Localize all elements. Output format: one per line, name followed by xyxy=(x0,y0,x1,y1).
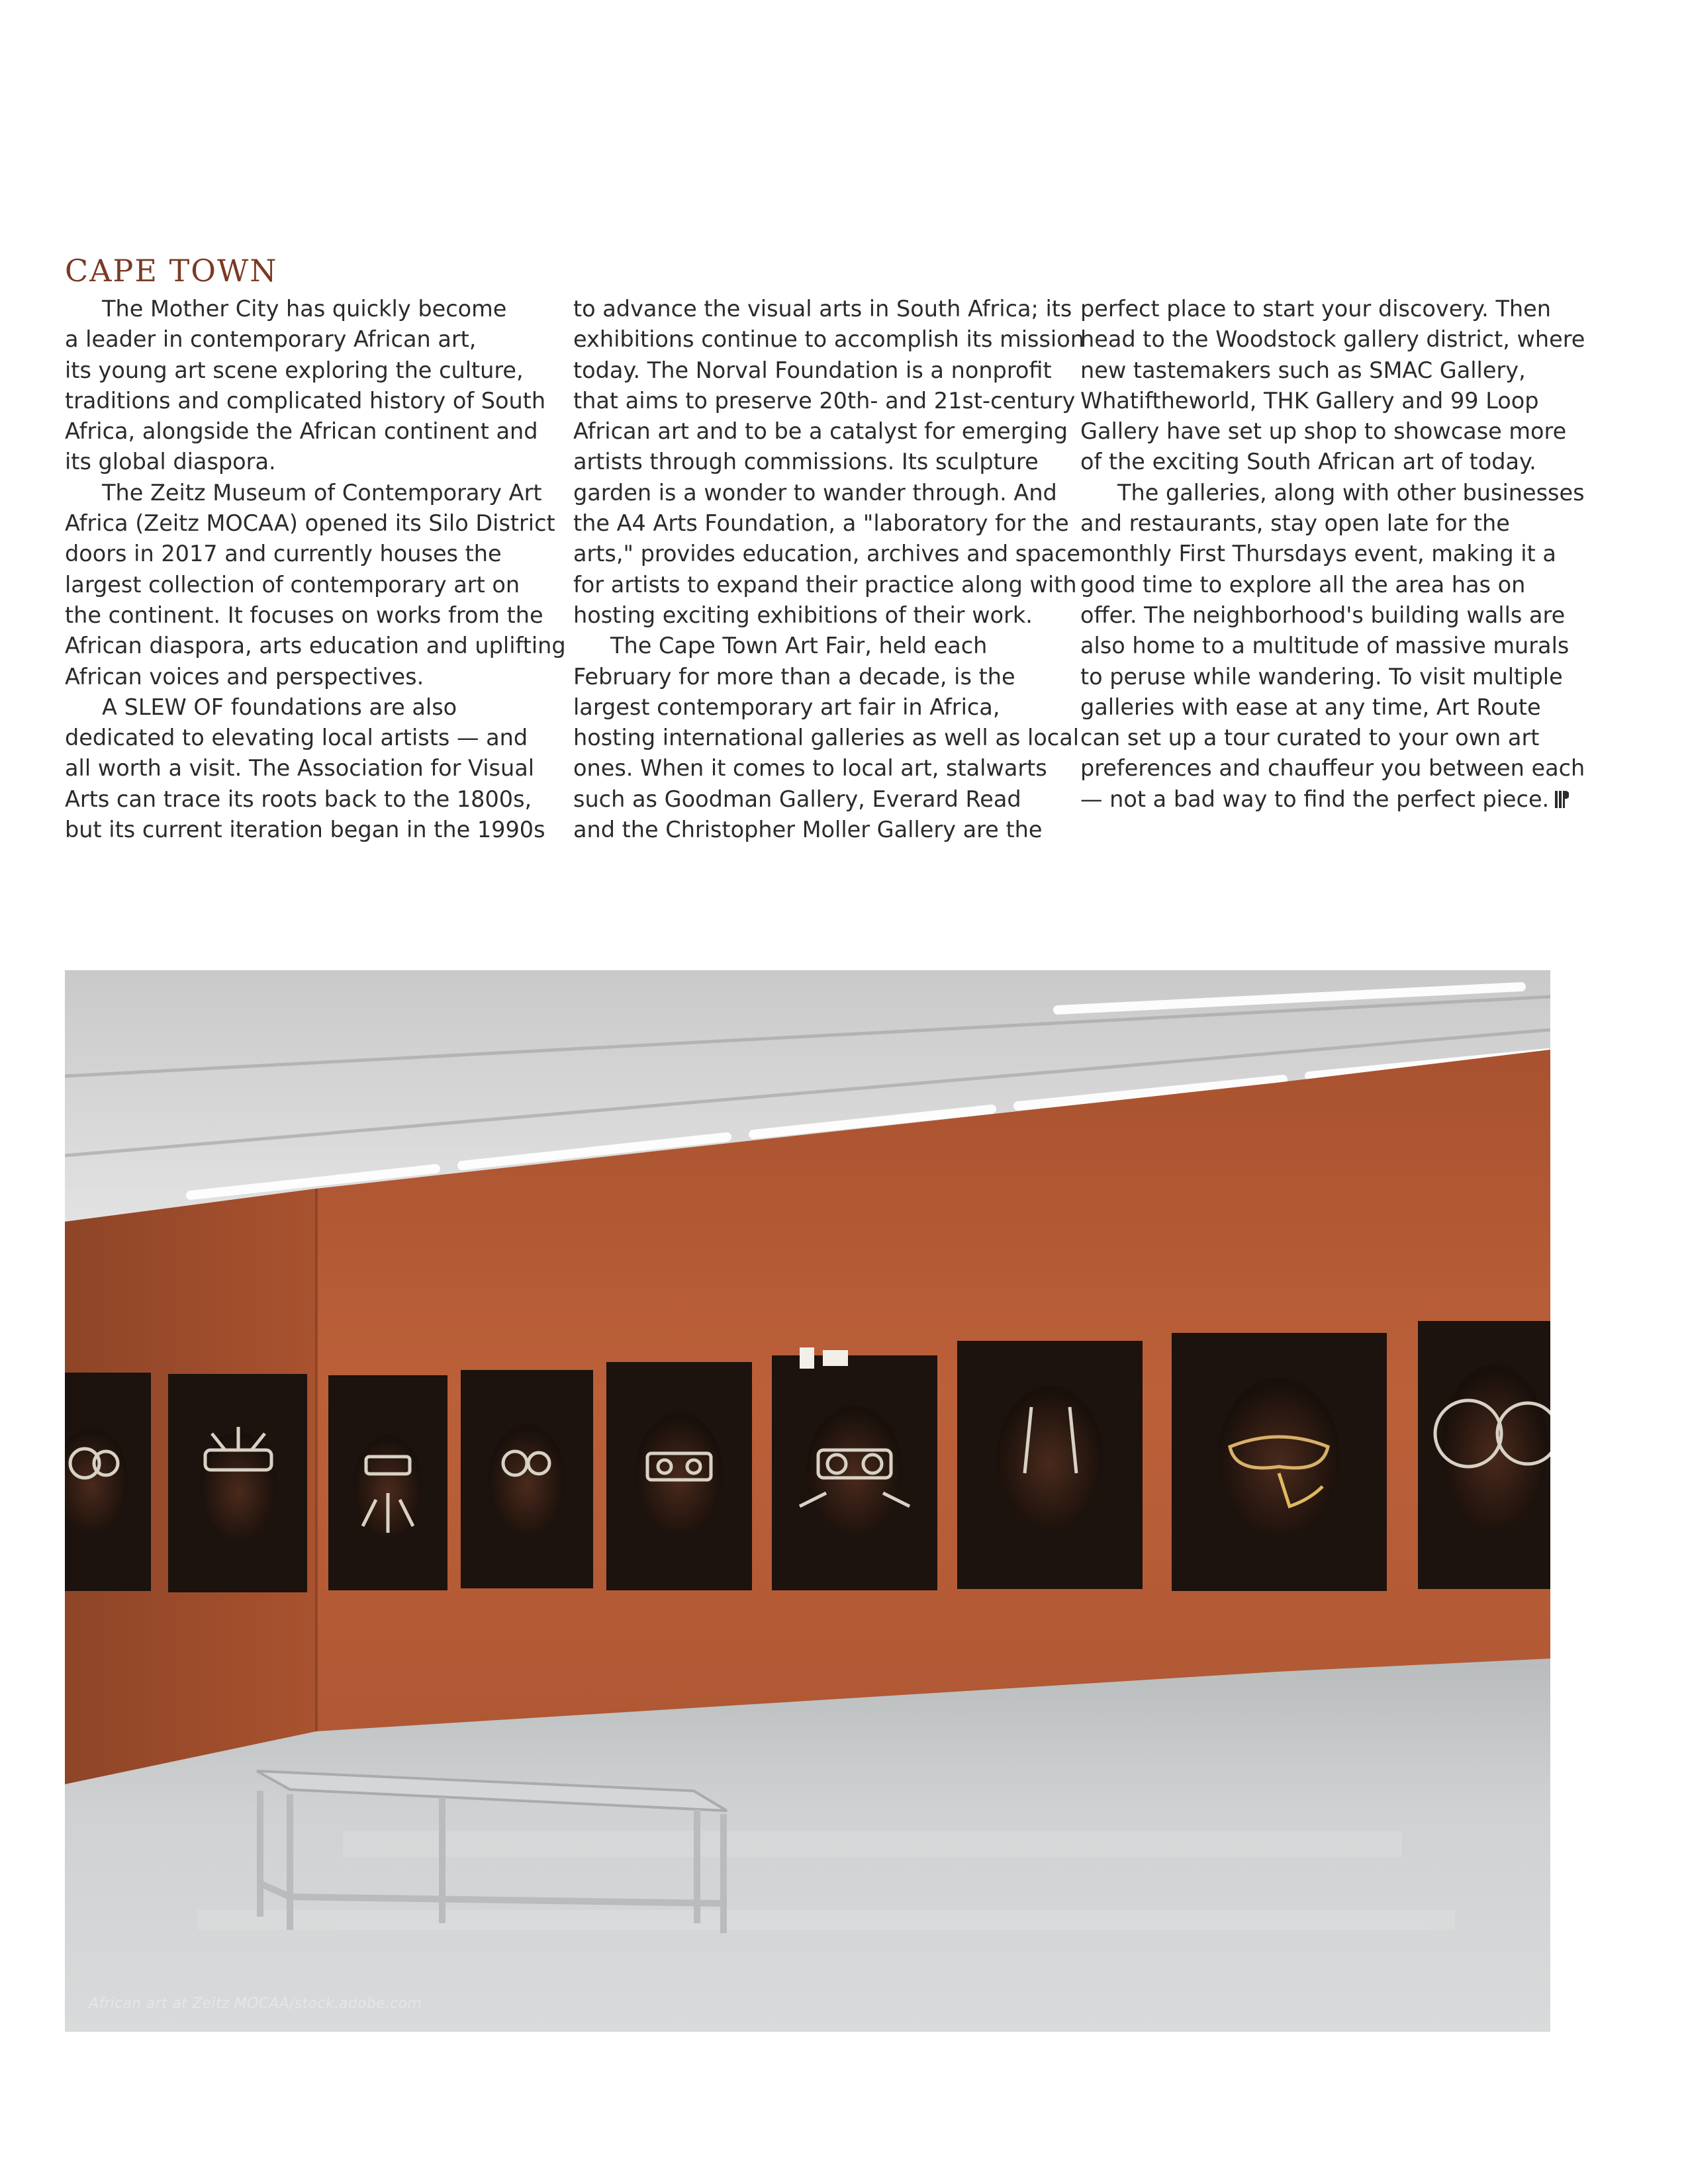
text-line: and the Christopher Moller Gallery are the xyxy=(573,817,1043,843)
text-line: Arts can trace its roots back to the 1800s, xyxy=(65,786,532,812)
text-line: the continent. It focuses on works from the xyxy=(65,602,543,628)
text-line: of the exciting South African art of today. xyxy=(1080,449,1536,475)
text-line: to advance the visual arts in South Africa; its xyxy=(573,296,1072,322)
text-line: its young art scene exploring the culture, xyxy=(65,357,524,383)
section-heading: CAPE TOWN xyxy=(65,253,278,289)
text-line: largest collection of contemporary art on xyxy=(65,571,520,598)
text-line: new tastemakers such as SMAC Gallery, xyxy=(1080,357,1526,383)
text-line: can set up a tour curated to your own art xyxy=(1080,725,1540,751)
text-line: and restaurants, stay open late for the xyxy=(1080,510,1510,537)
text-column-3 xyxy=(1080,294,1585,815)
text-line: to peruse while wandering. To visit multiple xyxy=(1080,663,1563,690)
text-line: Africa (Zeitz MOCAA) opened its Silo District xyxy=(65,510,555,537)
text-line: The Mother City has quickly become xyxy=(102,296,507,322)
text-line: The galleries, along with other businesses xyxy=(1117,479,1585,506)
text-line: exhibitions continue to accomplish its mission xyxy=(573,326,1084,353)
text-line: African art and to be a catalyst for emerging xyxy=(573,418,1068,445)
text-column-1 xyxy=(65,294,566,845)
text-line: today. The Norval Foundation is a nonprofit xyxy=(573,357,1052,383)
text-line: largest contemporary art fair in Africa, xyxy=(573,694,1000,720)
text-line: artists through commissions. Its sculpture xyxy=(573,449,1039,475)
text-line: perfect place to start your discovery. Then xyxy=(1080,296,1551,322)
photo-caption: African art at Zeitz MOCAA/stock.adobe.com xyxy=(89,1995,422,2012)
text-line: but its current iteration began in the 1990s xyxy=(65,817,545,843)
text-line: doors in 2017 and currently houses the xyxy=(65,541,502,567)
text-line: The Cape Town Art Fair, held each xyxy=(610,633,988,659)
text-line: the A4 Arts Foundation, a "laboratory for the xyxy=(573,510,1069,537)
text-line: for artists to expand their practice along with xyxy=(573,571,1077,598)
text-line: offer. The neighborhood's building walls are xyxy=(1080,602,1566,628)
wall-sign xyxy=(800,1347,814,1369)
text-line: February for more than a decade, is the xyxy=(573,663,1015,690)
text-line: monthly First Thursdays event, making it a xyxy=(1080,541,1556,567)
gallery-scene-illustration xyxy=(65,970,1550,2032)
text-line: Africa, alongside the African continent and xyxy=(65,418,538,445)
text-line: that aims to preserve 20th- and 21st-century xyxy=(573,387,1076,414)
text-line: all worth a visit. The Association for Visual xyxy=(65,755,535,782)
gallery-photo xyxy=(65,970,1550,2032)
text-line: garden is a wonder to wander through. And xyxy=(573,479,1057,506)
exit-sign xyxy=(823,1350,848,1366)
text-line: preferences and chauffeur you between each xyxy=(1080,755,1585,782)
end-mark-icon xyxy=(1554,790,1569,809)
text-line: ones. When it comes to local art, stalwarts xyxy=(573,755,1047,782)
text-line: galleries with ease at any time, Art Route xyxy=(1080,694,1541,720)
text-line: good time to explore all the area has on xyxy=(1080,571,1526,598)
text-line: arts," provides education, archives and space xyxy=(573,541,1081,567)
text-line: head to the Woodstock gallery district, where xyxy=(1080,326,1585,353)
text-line: — not a bad way to find the perfect piece. xyxy=(1080,784,1570,815)
text-line: its global diaspora. xyxy=(65,449,276,475)
text-line: hosting exciting exhibitions of their work. xyxy=(573,602,1033,628)
text-line: Whatiftheworld, THK Gallery and 99 Loop xyxy=(1080,387,1539,414)
text-line: Gallery have set up shop to showcase more xyxy=(1080,418,1567,445)
text-line: a leader in contemporary African art, xyxy=(65,326,477,353)
text-line: African diaspora, arts education and uplifting xyxy=(65,633,566,659)
text-line: traditions and complicated history of South xyxy=(65,387,546,414)
text-line: also home to a multitude of massive murals xyxy=(1080,633,1570,659)
text-line: A SLEW OF foundations are also xyxy=(102,694,457,720)
text-line: hosting international galleries as well as local xyxy=(573,725,1080,751)
text-line: such as Goodman Gallery, Everard Read xyxy=(573,786,1021,812)
text-column-2 xyxy=(573,294,1084,845)
text-line: The Zeitz Museum of Contemporary Art xyxy=(102,479,542,506)
text-line: dedicated to elevating local artists — and xyxy=(65,725,528,751)
text-line: African voices and perspectives. xyxy=(65,663,424,690)
